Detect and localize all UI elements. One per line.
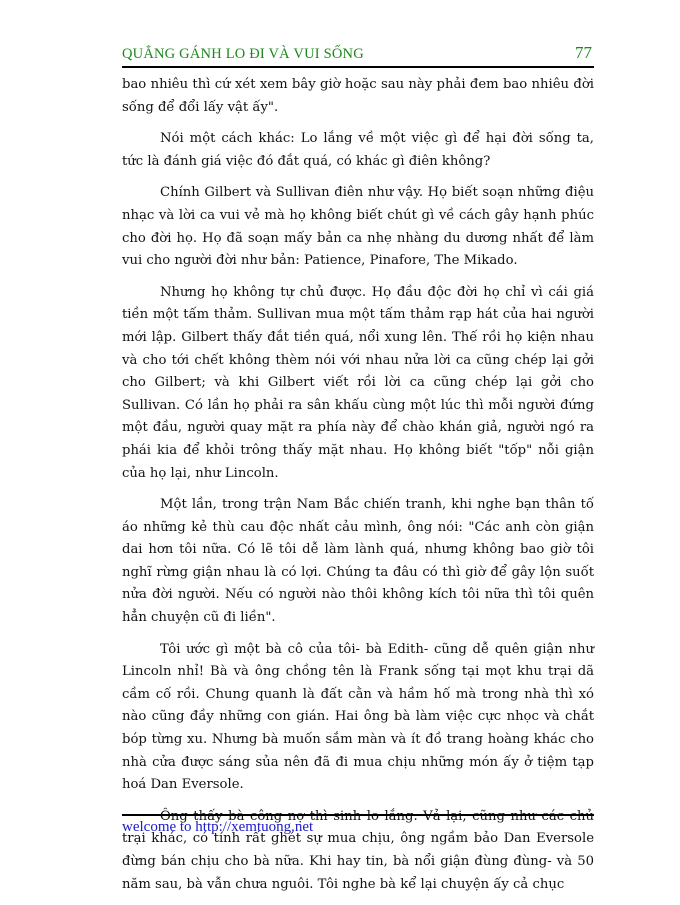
- paragraph: Một lần, trong trận Nam Bắc chiến tranh, khi nghe bạn thân tố áo những kẻ thù cau độc nhất cảu mình, ông nói: "Các anh còn giận dai hơn tôi nữa. Có lẽ tôi dễ làm lành quá, nhưng không bao giờ tôi nghĩ rừng giận nhau là có lợi. Chúng ta đâu có thì giờ để gây lộn suốt nửa đời người. Nếu có người nào thôi không kích tôi nữa thì tôi quên hẳn chuyện cũ đi liền".: [122, 497, 594, 626]
- page-header: [122, 40, 594, 68]
- paragraph: Chính Gilbert và Sullivan điên như vậy. Họ biết soạn những điệu nhạc và lời ca vui vẻ mà họ không biết chút gì về cách gây hạnh phúc cho đời họ. Họ đã soạn mấy bản ca nhẹ nhàng du dương nhất để làm vui cho người đời như bản: Patience, Pinafore, The Mikado.: [122, 185, 594, 269]
- page-number: 77: [575, 43, 592, 62]
- footer-divider: [122, 814, 594, 816]
- paragraph: Nói một cách khác: Lo lắng về một việc gì để hại đời sống ta, tức là đánh giá việc đó đắt quá, có khác gì điên không?: [122, 131, 594, 169]
- body-text: [122, 74, 594, 905]
- running-title: QUẲNG GÁNH LO ĐI VÀ VUI SỐNG: [122, 46, 364, 62]
- paragraph: Ông thấy bà công nợ thì sinh lo lắng. Vả lại, cũng như các chủ trại khác, có tính rất ghét sự mua chịu, ông ngầm bảo Dan Eversole đừng bán chịu cho bà nữa. Khi hay tin, bà nổi giận đùng đùng- và 50 năm sau, bà vẫn chưa nguôi. Tôi nghe bà kể lại chuyện ấy cả chục: [122, 808, 594, 892]
- paragraph: Nhưng họ không tự chủ được. Họ đầu độc đời họ chỉ vì cái giá tiền một tấm thảm. Sullivan mua một tấm thảm rạp hát của hai người mới lập. Gilbert thấy đắt tiền quá, nổi xung lên. Thế rồi họ kiện nhau và cho tới chết không thèm nói với nhau nửa lời ca cũng chép lại gởi cho Gilbert; và khi Gilbert viết rồi lời ca cũng chép lại gởi cho Sullivan. Có lần họ phải ra sân khấu cùng một lúc thì mỗi người đứng một đầu, người quay mặt ra phía này để chào khán giả, người ngó ra phái kia để khỏi trông thấy mặt nhau. Họ không biết "tốp" nỗi giận của họ lại, như Lincoln.: [122, 284, 594, 481]
- paragraph: bao nhiêu thì cứ xét xem bây giờ hoặc sau này phải đem bao nhiêu đời sống để đổi lấy vật ấy".: [122, 77, 594, 115]
- paragraph: Tôi ước gì một bà cô của tôi- bà Edith- cũng dễ quên giận như Lincoln nhỉ! Bà và ông chồng tên là Frank sống tại mọt khu trại dã cầm cố rồi. Chung quanh là đất cằn và hầm hố mà trong nhà thì xó nào cũng đầy những con gián. Hai ông bà làm việc cực nhọc và chắt bóp từng xu. Nhưng bà muốn sắm màn và ít đồ trang hoàng khác cho nhà cửa được sáng sủa nên đã đi mua chịu những món ấy ở tiệm tạp hoá Dan Eversole.: [122, 641, 594, 793]
- footer-link[interactable]: welcome to http://xemtuong.net: [122, 819, 314, 835]
